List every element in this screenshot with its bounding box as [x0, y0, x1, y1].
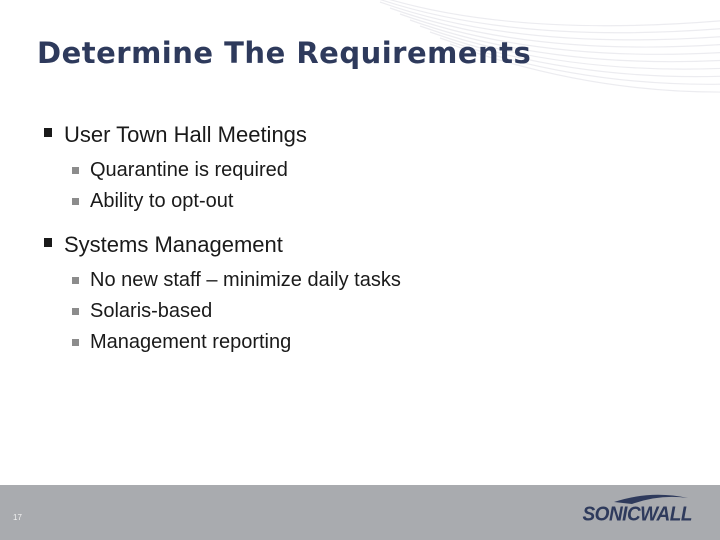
square-bullet-icon [44, 128, 52, 137]
square-bullet-icon [72, 308, 79, 315]
square-bullet-icon [72, 277, 79, 284]
logo-text: SONICWALL [582, 503, 692, 526]
sub-bullet-item [72, 327, 664, 358]
footer-bar [0, 485, 720, 540]
sub-bullet-text: Solaris-based [90, 300, 213, 322]
square-bullet-icon [72, 198, 79, 205]
sub-bullet-list [72, 155, 664, 217]
sub-bullet-text: Quarantine is required [90, 159, 288, 181]
sub-bullet-text: No new staff – minimize daily tasks [90, 269, 401, 291]
sub-bullet-text: Management reporting [90, 331, 292, 353]
bullet-text: User Town Hall Meetings [64, 122, 307, 147]
bullet-list [44, 121, 664, 372]
square-bullet-icon [72, 167, 79, 174]
sonicwall-logo [580, 492, 692, 526]
sub-bullet-item [72, 265, 664, 296]
bullet-item [44, 231, 664, 259]
sub-bullet-item [72, 186, 664, 217]
sub-bullet-list [72, 265, 664, 358]
square-bullet-icon [72, 339, 79, 346]
page-number: 17 [13, 513, 22, 522]
sub-bullet-text: Ability to opt-out [90, 190, 234, 212]
square-bullet-icon [44, 238, 52, 247]
sub-bullet-item [72, 296, 664, 327]
sub-bullet-item [72, 155, 664, 186]
bullet-text: Systems Management [64, 232, 283, 257]
slide-title: Determine The Requirements [37, 36, 532, 70]
bullet-item [44, 121, 664, 149]
